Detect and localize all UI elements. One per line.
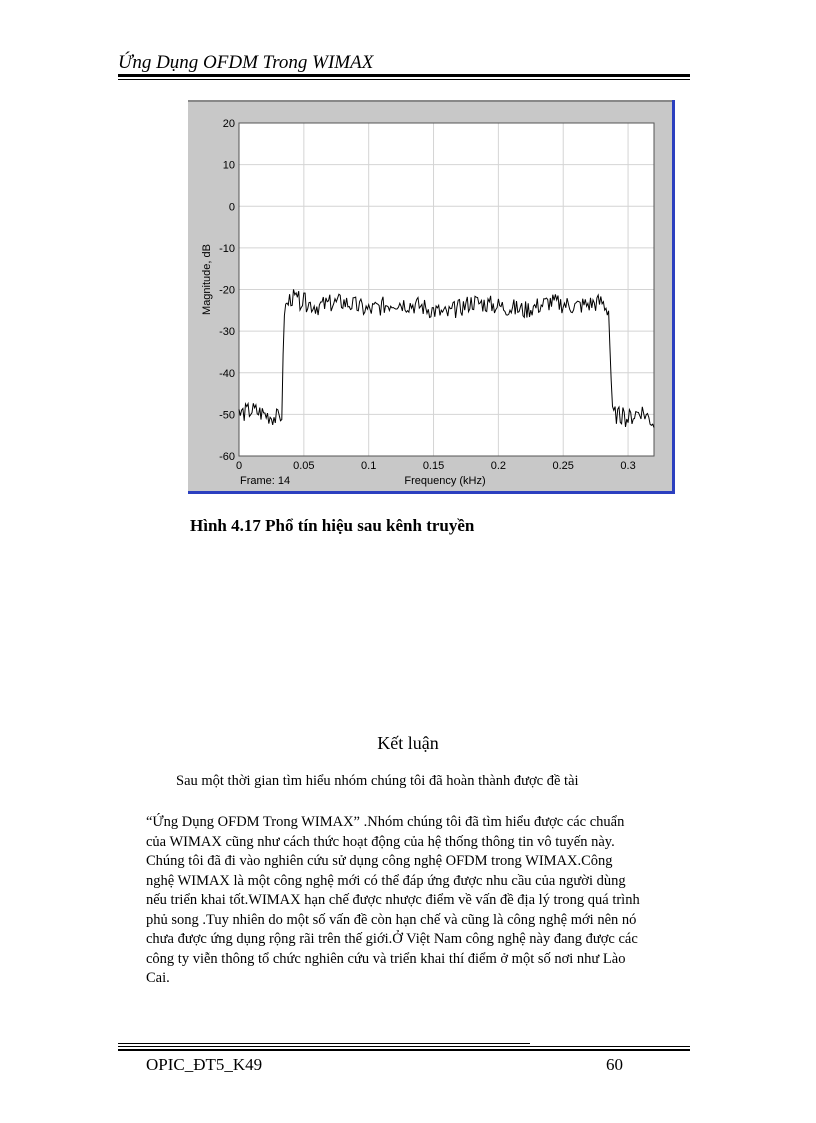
y-tick-label: 20: [222, 118, 235, 130]
y-tick-label: -50: [219, 409, 235, 422]
paragraph-line: nghệ WIMAX là một công nghệ mới có thể đáp ứng được nhu cầu của người dùng: [146, 872, 626, 889]
y-tick-label: -40: [219, 367, 235, 380]
paragraph-line: phủ song .Tuy nhiên do một số vấn đề còn hạn chế và cũng là công nghệ mới nên nó: [146, 911, 637, 928]
header-rule-thick: [118, 74, 690, 77]
figure-caption: Hình 4.17 Phổ tín hiệu sau kênh truyền: [190, 516, 475, 535]
paragraph-line: nếu triển khai tốt.WIMAX hạn chế được nhược điểm về vấn đề địa lý trong quá trình: [146, 892, 640, 908]
paragraph-line: Chúng tôi đã đi vào nghiên cứu sử dụng công nghệ OFDM trong WIMAX.Công: [146, 853, 613, 869]
paragraph-line: “Ứng Dụng OFDM Trong WIMAX” .Nhóm chúng tôi đã tìm hiểu được các chuẩn: [146, 814, 625, 830]
spectrum-chart: [188, 100, 675, 494]
y-tick-label: 0: [228, 201, 235, 214]
conclusion-intro: Sau một thời gian tìm hiểu nhóm chúng tôi đã hoàn thành được đề tài: [176, 773, 579, 789]
y-tick-label: -60: [219, 451, 235, 463]
page-number: 60: [606, 1055, 623, 1074]
x-tick-label: 0.25: [552, 460, 574, 472]
header-rule-thin: [118, 79, 690, 80]
y-tick-label: -10: [219, 242, 235, 255]
frame-label: Frame: 14: [240, 475, 291, 487]
spectrum-figure: [188, 100, 675, 494]
x-tick-label: 0.2: [490, 460, 507, 472]
x-tick-label: 0.1: [361, 460, 377, 472]
footer-rule-left: [118, 1043, 530, 1044]
x-axis-label: Frequency (kHz): [404, 475, 486, 487]
x-tick-label: 0.05: [293, 460, 315, 472]
x-tick-label: 0.3: [620, 460, 636, 472]
footer-rule-thick: [118, 1049, 690, 1051]
y-tick-label: -20: [219, 284, 235, 297]
x-tick-label: 0.15: [422, 460, 445, 472]
header-title: Ứng Dụng OFDM Trong WIMAX: [118, 52, 374, 73]
paragraph-line: Cai.: [146, 970, 170, 986]
conclusion-paragraph: [146, 813, 706, 989]
y-tick-label: -30: [219, 326, 235, 339]
x-tick-label: 0: [235, 460, 243, 472]
footer-label: OPIC_ĐT5_K49: [146, 1055, 263, 1074]
paragraph-line: chưa được ứng dụng rộng rãi trên thế giới.Ở Việt Nam công nghệ này đang được các: [146, 931, 638, 947]
paragraph-line: công ty viễn thông tổ chức nghiên cứu và triển khai thí điểm ở một số nơi như Lào: [146, 950, 626, 967]
conclusion-title: Kết luận: [377, 733, 439, 753]
y-tick-label: 10: [222, 159, 235, 172]
y-axis-label: Magnitude, dB: [201, 244, 213, 315]
paragraph-line: của WIMAX cũng như cách thức hoạt động của hệ thống thông tin vô tuyến này.: [146, 833, 615, 850]
footer-rule-thin: [118, 1046, 690, 1047]
